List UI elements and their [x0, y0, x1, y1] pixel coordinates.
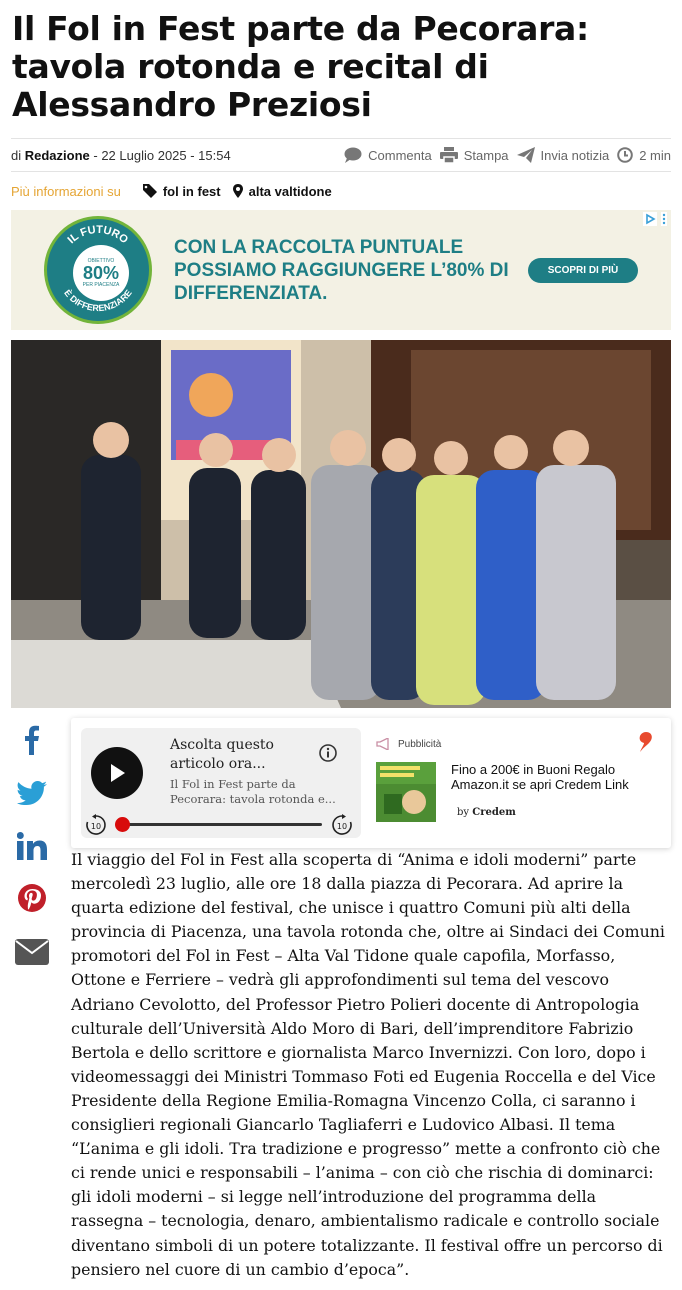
clock-icon: [617, 147, 633, 163]
byline-prefix: di: [11, 147, 22, 163]
ad-banner[interactable]: [11, 210, 671, 330]
facebook-icon: [25, 725, 39, 755]
play-button[interactable]: [91, 747, 143, 799]
twitter-icon: [17, 781, 47, 805]
rewind-10-button[interactable]: [85, 814, 107, 840]
send-news-label: Invia notizia: [540, 147, 610, 163]
audio-player: [81, 728, 361, 838]
author-link[interactable]: Redazione: [24, 147, 90, 163]
progress-thumb[interactable]: [115, 817, 130, 832]
info-icon[interactable]: [319, 744, 337, 762]
ad-choices[interactable]: [643, 212, 667, 226]
publish-date: - 22 Luglio 2025 - 15:54: [93, 147, 231, 163]
ad-headline: CON LA RACCOLTA PUNTUALE POSSIAMO RAGGIUNGERE L’80% DI DIFFERENZIATA.: [174, 237, 509, 304]
share-email-button[interactable]: [12, 934, 52, 970]
comment-icon: [344, 147, 362, 163]
share-linkedin-button[interactable]: [12, 828, 52, 864]
tags-label: Più informazioni su: [11, 183, 121, 199]
tag-label: alta valtidone: [248, 183, 332, 199]
pinterest-icon: [18, 884, 46, 912]
forward-icon: [331, 814, 353, 836]
megaphone-icon: [376, 738, 392, 750]
ad-circle-center: [73, 245, 129, 301]
print-label: Stampa: [463, 147, 509, 163]
tag-label: fol in fest: [162, 183, 221, 199]
svg-text:È DIFFERENZIARE: È DIFFERENZIARE: [62, 287, 134, 314]
print-icon: [440, 147, 458, 163]
ad-menu-icon[interactable]: [661, 212, 667, 226]
share-twitter-button[interactable]: [12, 775, 52, 811]
article-title: Il Fol in Fest parte da Pecorara: tavola rotonda e recital di Alessandro Preziosi: [12, 9, 589, 124]
article-actions: [344, 147, 671, 163]
rewind-icon: [85, 814, 107, 836]
read-time-label: 2 min: [639, 147, 671, 163]
sponsored-by-prefix: by: [457, 807, 470, 818]
svg-text:10: 10: [90, 822, 102, 831]
ad-choices-icon[interactable]: [643, 212, 657, 226]
ad-logo-circle: [44, 216, 152, 324]
player-heading: Ascolta questo articolo ora...: [170, 737, 274, 772]
tags-row: [11, 180, 344, 202]
byline: [11, 148, 231, 163]
article-photo: [11, 340, 671, 708]
email-icon: [15, 939, 49, 965]
play-icon: [109, 764, 125, 782]
ad-circle-small-bottom: PER PIACENZA: [82, 282, 120, 288]
sponsored-header: [376, 738, 441, 750]
progress-track[interactable]: [122, 823, 322, 826]
sponsored-brand: Credem: [472, 807, 516, 818]
linkedin-icon: [17, 832, 47, 860]
sponsored-title[interactable]: Fino a 200€ in Buoni Regalo Amazon.it se apri Credem Link: [451, 762, 629, 792]
read-time: [617, 147, 671, 163]
share-facebook-button[interactable]: [12, 722, 52, 758]
page-edge: [677, 0, 682, 1290]
article-body: Il viaggio del Fol in Fest alla scoperta di “Anima e idoli moderni” parte mercoledì 23 luglio, alle ore 18 dalla piazza di Pecorara. Ad aprire la quarta edizione del festival, che unisce i quattro Comuni più alti della provincia di Piacenza, una tavola rotonda che, oltre ai Sindaci dei Comuni promotori del Fol in Fest – Alta Val Tidone quale capofila, Morfasso, Ottone e Ferriere – vedrà gli approfondimenti sul tema del vescovo Adriano Cevolotto, del Professor Pietro Polieri docente di Antropologia culturale dell’Università Aldo Moro di Bari, dell’imprenditore Fabrizio Bertola e dello scrittore e giornalista Marco Invernizzi. Con loro, dopo i videomessaggi dei Ministri Tommaso Foti ed Eugenia Roccella e del Vice Presidente della Regione Emilia-Romagna Vincenzo Colla, ci saranno i consiglieri regionali Giancarlo Tagliaferri e Ludovico Albasi. Il tema “L’anima e gli idoli. Tra tradizione e progresso” mette a confronto ciò che ci rende unici e responsabili – l’anima – con ciò che rischia di dominarci: gli idoli moderni – si legge nell’introduzione del programma della rassegna – tecnologia, denaro, ambientalismo radicale e controllo sociale diventano simboli di un potere totalizzante. Il festival offre un percorso di pensiero nel cuore di un cambio d’epoca”.: [71, 850, 665, 1279]
svg-text:10: 10: [336, 822, 348, 831]
print-button[interactable]: [440, 147, 509, 163]
player-subtitle: Il Fol in Fest parte da Pecorara: tavola rotonda e...: [170, 777, 336, 806]
sponsored-label: Pubblicità: [398, 738, 442, 750]
svg-text:IL FUTURO: IL FUTURO: [65, 223, 131, 247]
article-meta-bar: [11, 138, 671, 172]
ad-circle-pct: 80%: [82, 263, 120, 283]
sponsor-logo-icon: [637, 730, 655, 754]
map-marker-icon: [233, 184, 243, 198]
ad-circle-small-top: OBIETTIVO: [87, 258, 115, 264]
paper-plane-icon: [517, 147, 535, 163]
audio-and-sponsor-box: [71, 718, 671, 848]
sponsored-thumbnail[interactable]: [376, 762, 436, 822]
forward-10-button[interactable]: [331, 814, 353, 840]
share-pinterest-button[interactable]: [12, 880, 52, 916]
send-news-button[interactable]: [517, 147, 610, 163]
sponsored-by: [457, 807, 516, 818]
tag-alta-valtidone[interactable]: [233, 184, 332, 199]
tag-icon: [143, 184, 157, 198]
comment-label: Commenta: [368, 147, 432, 163]
tag-fol-in-fest[interactable]: [143, 184, 221, 199]
ad-cta-button[interactable]: SCOPRI DI PIÙ: [528, 258, 638, 283]
comment-button[interactable]: [344, 147, 432, 163]
